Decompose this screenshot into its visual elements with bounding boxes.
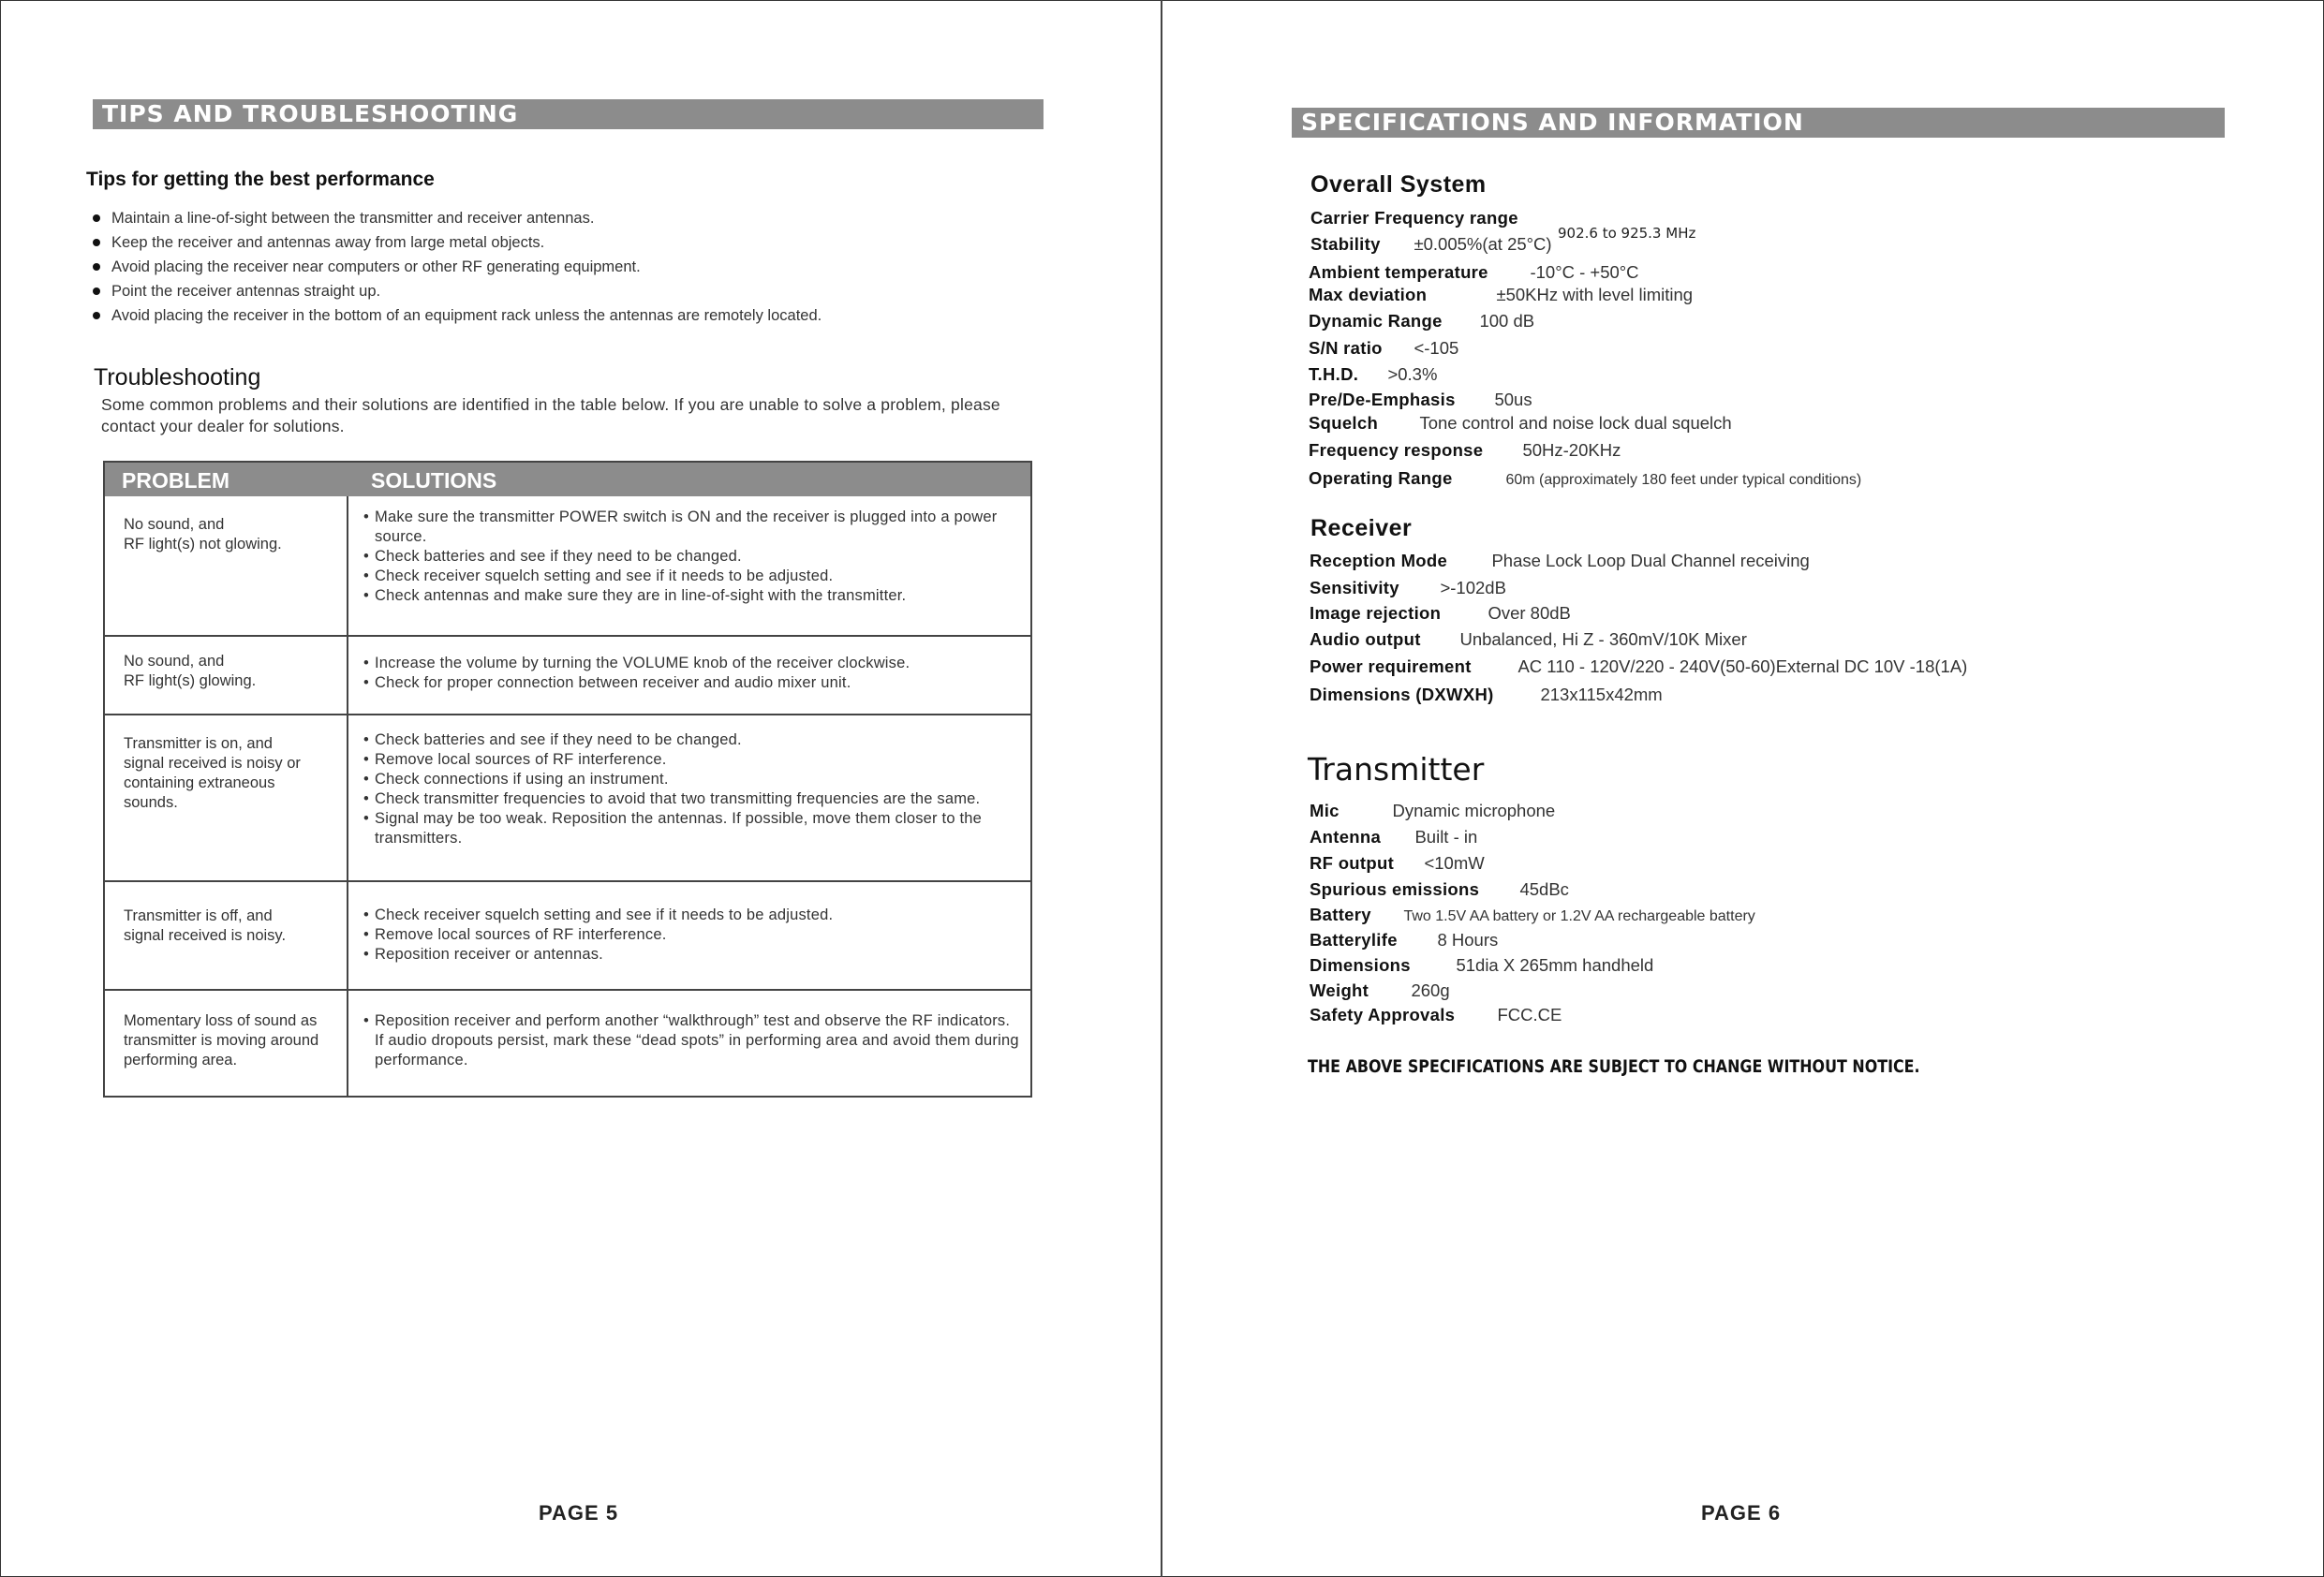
tips-list — [91, 206, 1074, 328]
spec-value: 51dia X 265mm handheld — [1456, 955, 1654, 975]
spec-value: >-102dB — [1440, 578, 1506, 597]
spec-label: Audio output — [1310, 629, 1421, 649]
spec-value: -10°C - +50°C — [1530, 262, 1639, 282]
spec-spurious-emissions — [1310, 879, 1569, 900]
spec-label: Antenna — [1310, 827, 1382, 847]
spec-max-deviation — [1309, 285, 1693, 305]
table-row — [105, 991, 1030, 1096]
spec-reception-mode — [1310, 551, 1810, 571]
transmitter-heading: Transmitter — [1308, 751, 1485, 788]
solution-item: • Check batteries and see if they need to be changed. — [363, 547, 1019, 567]
section-title-tips: TIPS AND TROUBLESHOOTING — [93, 99, 1044, 129]
solution-item: • Reposition receiver and perform another “walkthrough” test and observe the RF indicators. If audio dropouts persist, mark these “dead spots” in performing area and avoid them during performance. — [363, 1011, 1019, 1070]
tips-heading: Tips for getting the best performance — [86, 169, 435, 190]
spec-sensitivity — [1310, 578, 1506, 598]
spec-value: FCC.CE — [1497, 1005, 1562, 1024]
spec-stability — [1310, 234, 1552, 255]
spec-ambient-temperature — [1309, 262, 1639, 283]
table-header — [105, 463, 1030, 496]
carrier-frequency-value: 902.6 to 925.3 MHz — [1558, 225, 1696, 242]
troubleshooting-intro: Some common problems and their solutions are identified in the table below. If you are unable to solve a problem, please contact your dealer for solutions. — [101, 395, 1000, 435]
specifications-disclaimer: THE ABOVE SPECIFICATIONS ARE SUBJECT TO CHANGE WITHOUT NOTICE. — [1308, 1057, 1920, 1077]
spec-value: >0.3% — [1387, 364, 1438, 384]
spec-antenna — [1310, 827, 1477, 847]
spec-label: Image rejection — [1310, 603, 1442, 623]
spec-label: T.H.D. — [1309, 364, 1359, 384]
spec-value: Two 1.5V AA battery or 1.2V AA rechargeable battery — [1403, 908, 1755, 924]
spec-value: 8 Hours — [1437, 930, 1499, 950]
problem-cell: Momentary loss of sound as transmitter is moving around performing area. — [124, 1012, 319, 1069]
troubleshooting-heading: Troubleshooting — [94, 364, 261, 391]
spec-power-requirement — [1310, 656, 1967, 677]
spec-safety-approvals — [1310, 1005, 1562, 1025]
spec-label: Pre/De-Emphasis — [1309, 390, 1456, 409]
table-row — [105, 715, 1030, 882]
page-5 — [0, 0, 1161, 1577]
table-row — [105, 882, 1030, 991]
spec-transmitter-dimensions — [1310, 955, 1653, 976]
spec-weight — [1310, 980, 1450, 1001]
solution-item: • Make sure the transmitter POWER switch is ON and the receiver is plugged into a power source. — [363, 508, 1019, 547]
spec-value: Built - in — [1414, 827, 1478, 847]
page-number: PAGE 5 — [539, 1501, 619, 1525]
problem-cell: Transmitter is on, and signal received is noisy or containing extraneous sounds. — [124, 735, 301, 811]
spec-value: 60m (approximately 180 feet under typical conditions) — [1505, 472, 1862, 488]
spec-label: Battery — [1310, 905, 1371, 924]
spec-value: 45dBc — [1519, 879, 1569, 899]
spec-dynamic-range — [1309, 311, 1534, 332]
spec-value: Tone control and noise lock dual squelch — [1419, 413, 1732, 433]
spec-label: Ambient temperature — [1309, 262, 1488, 282]
solutions-cell — [363, 730, 1019, 848]
table-row — [105, 637, 1030, 715]
problem-cell: Transmitter is off, and signal received is noisy. — [124, 907, 287, 944]
solution-item: • Increase the volume by turning the VOLUME knob of the receiver clockwise. — [363, 654, 1019, 673]
receiver-heading: Receiver — [1310, 515, 1413, 541]
spec-value: ±50KHz with level limiting — [1496, 285, 1694, 304]
spec-value: Phase Lock Loop Dual Channel receiving — [1491, 551, 1810, 570]
page-6 — [1162, 0, 2324, 1577]
spec-label: Operating Range — [1309, 468, 1453, 488]
spec-label: Squelch — [1309, 413, 1379, 433]
table-row — [105, 496, 1030, 637]
spec-label: Sensitivity — [1310, 578, 1399, 597]
spec-label: Safety Approvals — [1310, 1005, 1456, 1024]
solution-item: • Check for proper connection between receiver and audio mixer unit. — [363, 673, 1019, 693]
spec-squelch — [1309, 413, 1732, 434]
spec-label: Dimensions — [1310, 955, 1411, 975]
tip-item: Maintain a line-of-sight between the transmitter and receiver antennas. — [91, 206, 1074, 230]
spec-value: ±0.005%(at 25°C) — [1414, 234, 1552, 254]
tip-item: Point the receiver antennas straight up. — [91, 279, 1074, 303]
spec-value: 213x115x42mm — [1540, 685, 1663, 704]
solutions-cell — [363, 654, 1019, 693]
header-problem: PROBLEM — [122, 468, 229, 493]
solution-item: • Check receiver squelch setting and see if it needs to be adjusted. — [363, 567, 1019, 586]
overall-system-heading: Overall System — [1310, 171, 1487, 198]
spec-label: Stability — [1310, 234, 1381, 254]
spec-label: Frequency response — [1309, 440, 1484, 460]
troubleshooting-table — [103, 461, 1032, 1098]
spec-value: Unbalanced, Hi Z - 360mV/10K Mixer — [1459, 629, 1747, 649]
spec-label: Batterylife — [1310, 930, 1398, 950]
problem-cell: No sound, and RF light(s) not glowing. — [124, 516, 282, 553]
problem-cell: No sound, and RF light(s) glowing. — [124, 653, 257, 689]
spec-label: Dynamic Range — [1309, 311, 1443, 331]
spec-sn-ratio — [1309, 338, 1458, 359]
spec-value: <-105 — [1414, 338, 1459, 358]
spec-image-rejection — [1310, 603, 1571, 624]
solution-item: • Signal may be too weak. Reposition the antennas. If possible, move them closer to the transmitters. — [363, 809, 1019, 848]
solution-item: • Check batteries and see if they need to be changed. — [363, 730, 1019, 750]
page-number: PAGE 6 — [1701, 1501, 1782, 1525]
spec-thd — [1309, 364, 1437, 385]
spec-mic — [1310, 801, 1555, 821]
header-solutions: SOLUTIONS — [371, 468, 497, 493]
solution-item: • Check receiver squelch setting and see if it needs to be adjusted. — [363, 906, 1019, 925]
solution-item: • Check antennas and make sure they are in line-of-sight with the transmitter. — [363, 586, 1019, 606]
spec-value: Dynamic microphone — [1392, 801, 1556, 820]
solution-item: • Remove local sources of RF interference. — [363, 750, 1019, 770]
spec-value: Over 80dB — [1488, 603, 1571, 623]
spec-audio-output — [1310, 629, 1747, 650]
spec-label: Mic — [1310, 801, 1340, 820]
solution-item: • Check transmitter frequencies to avoid that two transmitting frequencies are the same. — [363, 789, 1019, 809]
spec-battery — [1310, 905, 1755, 925]
spec-receiver-dimensions — [1310, 685, 1663, 705]
spec-rf-output — [1310, 853, 1485, 874]
spec-label: Spurious emissions — [1310, 879, 1480, 899]
spec-value: 50us — [1494, 390, 1532, 409]
solution-item: • Remove local sources of RF interference. — [363, 925, 1019, 945]
spec-frequency-response — [1309, 440, 1621, 461]
spec-label: Reception Mode — [1310, 551, 1448, 570]
spec-label: RF output — [1310, 853, 1395, 873]
spec-pre-de-emphasis — [1309, 390, 1532, 410]
solution-item: • Reposition receiver or antennas. — [363, 945, 1019, 965]
spec-label: Carrier Frequency range — [1310, 208, 1518, 228]
spec-label: Power requirement — [1310, 656, 1472, 676]
tip-item: Avoid placing the receiver near computers or other RF generating equipment. — [91, 255, 1074, 279]
spec-value: 260g — [1411, 980, 1450, 1000]
spec-carrier-frequency — [1310, 208, 1518, 228]
spec-value: <10mW — [1424, 853, 1485, 873]
spec-batterylife — [1310, 930, 1498, 951]
tip-item: Avoid placing the receiver in the bottom of an equipment rack unless the antennas are remotely located. — [91, 303, 1074, 328]
spec-label: Weight — [1310, 980, 1369, 1000]
solution-item: • Check connections if using an instrument. — [363, 770, 1019, 789]
solutions-cell — [363, 906, 1019, 965]
tip-item: Keep the receiver and antennas away from large metal objects. — [91, 230, 1074, 255]
spec-value: AC 110 - 120V/220 - 240V(50-60)External DC 10V -18(1A) — [1517, 656, 1968, 676]
spec-label: Dimensions (DXWXH) — [1310, 685, 1494, 704]
solutions-cell — [363, 508, 1019, 606]
spec-label: S/N ratio — [1309, 338, 1383, 358]
section-title-specs: SPECIFICATIONS AND INFORMATION — [1292, 108, 2225, 138]
spec-value: 100 dB — [1479, 311, 1535, 331]
solutions-cell — [363, 1011, 1019, 1070]
spec-value: 50Hz-20KHz — [1522, 440, 1621, 460]
spec-operating-range — [1309, 468, 1861, 489]
spec-label: Max deviation — [1309, 285, 1428, 304]
